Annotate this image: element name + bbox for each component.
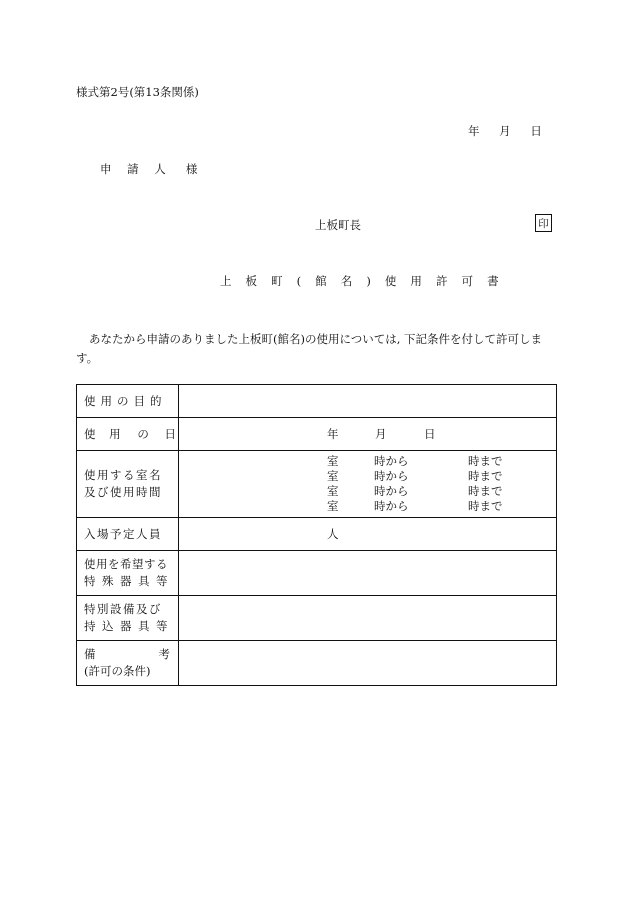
room-time-line: [327, 499, 527, 514]
people-unit: 人: [327, 527, 339, 541]
issuer-name: 上板町長: [315, 218, 361, 232]
date-value: [179, 418, 557, 451]
rooms-label-line1: 使用する室名: [84, 468, 162, 482]
carry-in-label-line2: 持込器具等: [84, 619, 174, 633]
applicant-suffix: 様: [185, 162, 204, 176]
date-label-part-c: 日: [164, 426, 176, 441]
purpose-label: 使用の目的: [77, 385, 179, 418]
table-row-notes: [77, 641, 557, 686]
time-until: 時まで: [468, 454, 503, 468]
date-day-field: 日: [424, 427, 436, 441]
rooms-label: [77, 451, 179, 518]
carry-in-label-line1: 特別設備及び: [84, 602, 162, 616]
equipment-value: [179, 551, 557, 596]
rooms-value: [179, 451, 557, 518]
room-unit: 室: [327, 499, 339, 513]
time-until: 時まで: [468, 469, 503, 483]
document-title: 上 板 町 ( 館 名 ) 使 用 許 可 書: [220, 274, 504, 288]
time-from: 時から: [374, 499, 409, 513]
equipment-label: [77, 551, 179, 596]
notes-label-right: 考: [158, 647, 170, 661]
notes-label-line2: (許可の条件): [84, 664, 151, 678]
seal-stamp: 印: [535, 214, 552, 232]
applicant-line: [100, 161, 203, 177]
time-until: 時まで: [468, 499, 503, 513]
room-unit: 室: [327, 484, 339, 498]
room-unit: 室: [327, 469, 339, 483]
room-time-line: [327, 469, 527, 484]
body-text: あなたから申請のありました上板町(館名)の使用については, 下記条件を付して許可します。: [76, 332, 543, 365]
time-from: 時から: [374, 454, 409, 468]
date-month-label: 月: [499, 124, 513, 138]
applicant-label: 申 請 人: [100, 162, 172, 176]
notes-label-left: 備: [84, 647, 96, 661]
people-value: [179, 518, 557, 551]
table-row-date: [77, 418, 557, 451]
equipment-label-line2: 特殊器具等: [84, 574, 174, 588]
rooms-label-line2: 及び使用時間: [84, 485, 162, 499]
people-label: 入場予定人員: [77, 518, 179, 551]
table-row-carry-in: [77, 596, 557, 641]
time-until: 時まで: [468, 484, 503, 498]
date-year-label: 年: [468, 124, 482, 138]
date-label: [77, 418, 179, 451]
table-row-equipment: [77, 551, 557, 596]
room-time-line: [327, 484, 527, 499]
room-time-line: [327, 454, 527, 469]
date-label-part-b: の: [137, 426, 149, 441]
usage-table: [76, 384, 557, 686]
table-row-rooms: [77, 451, 557, 518]
equipment-label-line1: 使用を希望する: [84, 557, 168, 571]
date-month-field: 月: [375, 427, 387, 441]
date-label-part-a: 使 用: [84, 426, 126, 441]
table-row-people: [77, 518, 557, 551]
carry-in-label: [77, 596, 179, 641]
time-from: 時から: [374, 484, 409, 498]
time-from: 時から: [374, 469, 409, 483]
form-number: 様式第2号(第13条関係): [76, 85, 199, 99]
purpose-value: [179, 385, 557, 418]
notes-value: [179, 641, 557, 686]
notes-label: [77, 641, 179, 686]
carry-in-value: [179, 596, 557, 641]
issue-date: [468, 123, 544, 139]
date-day-label: 日: [530, 124, 544, 138]
date-year-field: 年: [327, 427, 339, 441]
room-unit: 室: [327, 454, 339, 468]
table-row-purpose: [77, 385, 557, 418]
